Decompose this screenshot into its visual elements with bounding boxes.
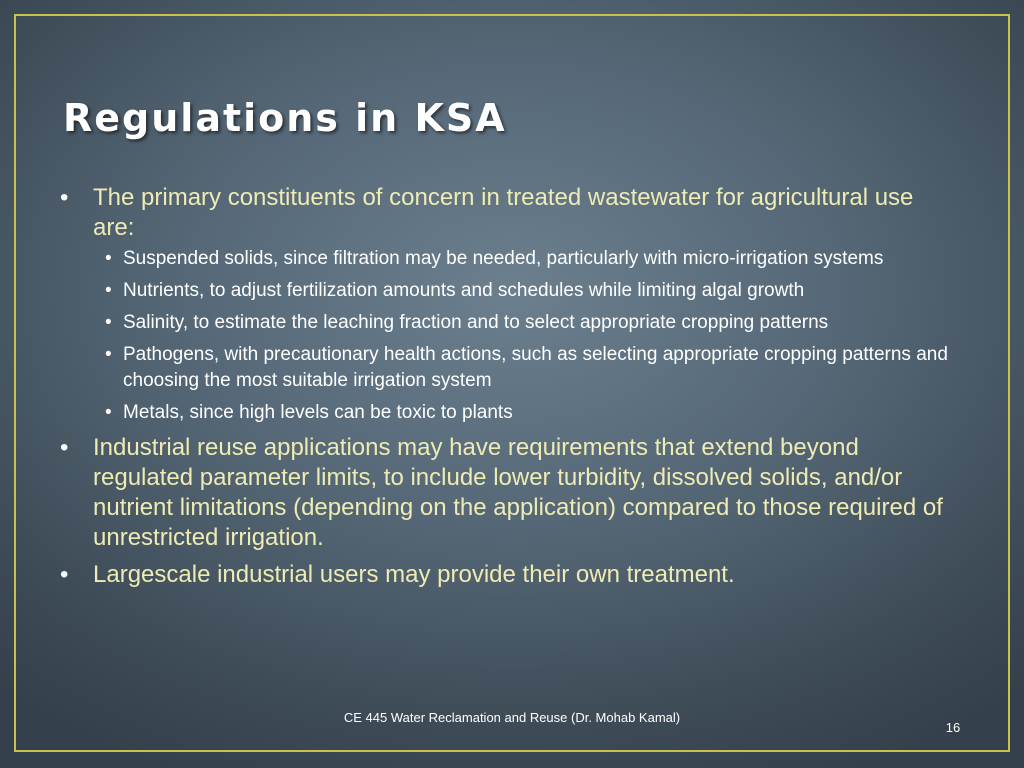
sub-bullet-item: • Metals, since high levels can be toxic to plants xyxy=(93,400,960,426)
sub-bullet-list xyxy=(93,246,960,426)
bullet-item xyxy=(60,183,960,426)
slide-number: 16 xyxy=(945,720,961,735)
slide-footer: CE 445 Water Reclamation and Reuse (Dr. Mohab Kamal) xyxy=(343,710,681,725)
sub-bullet-item: • Salinity, to estimate the leaching fraction and to select appropriate cropping patterns xyxy=(93,310,960,336)
slide-title: Regulations in KSA xyxy=(63,96,507,140)
bullet-item xyxy=(60,433,960,553)
bullet-item xyxy=(60,560,960,590)
bullet-list xyxy=(60,183,960,590)
sub-bullet-item: • Suspended solids, since filtration may be needed, particularly with micro-irrigation systems xyxy=(93,246,960,272)
bullet-text: Largescale industrial users may provide their own treatment. xyxy=(93,561,735,588)
slide-content xyxy=(60,183,960,597)
bullet-text: Industrial reuse applications may have requirements that extend beyond regulated parameter limits, to include lower turbidity, dissolved solids, and/or nutrient limitations (depending on the application) compared to those required of unrestricted irrigation. xyxy=(93,434,943,551)
sub-bullet-item: • Nutrients, to adjust fertilization amounts and schedules while limiting algal growth xyxy=(93,278,960,304)
bullet-text: The primary constituents of concern in treated wastewater for agricultural use are: xyxy=(93,184,914,241)
sub-bullet-item: • Pathogens, with precautionary health actions, such as selecting appropriate cropping patterns and choosing the most suitable irrigation system xyxy=(93,342,960,394)
